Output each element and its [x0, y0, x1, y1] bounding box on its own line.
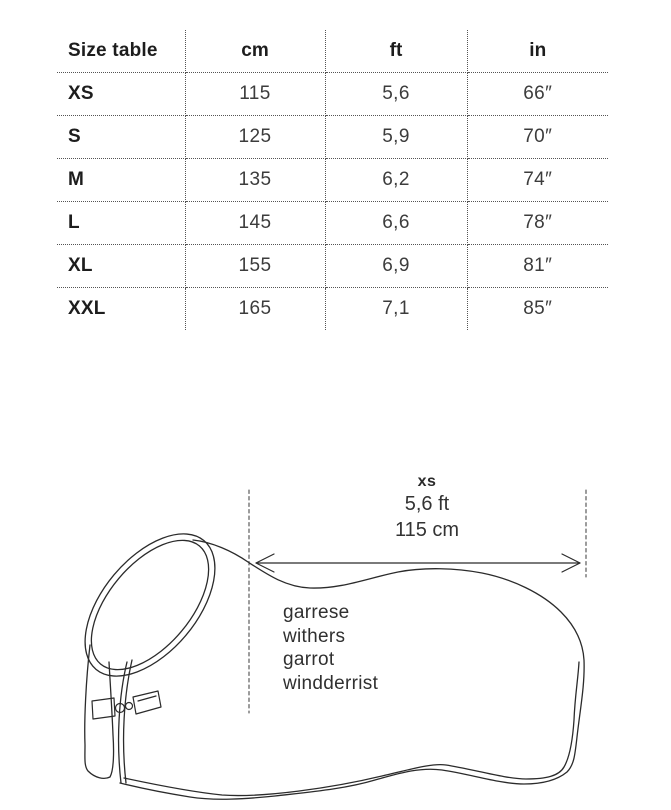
- cm-value: 115: [185, 72, 325, 115]
- size-label: XXL: [57, 287, 185, 330]
- in-value: 78″: [467, 201, 608, 244]
- table-row-l: [57, 201, 608, 244]
- header-in: in: [467, 30, 608, 72]
- ft-value: 7,1: [325, 287, 467, 330]
- table-row-m: [57, 158, 608, 201]
- withers-word-de: windderrist: [283, 672, 379, 694]
- size-label: S: [57, 115, 185, 158]
- withers-word-it: garrese: [283, 602, 350, 623]
- cm-value: 125: [185, 115, 325, 158]
- header-cm: cm: [185, 30, 325, 72]
- in-value: 70″: [467, 115, 608, 158]
- measurement-labels: [332, 472, 522, 543]
- cm-value: 165: [185, 287, 325, 330]
- size-label: M: [57, 158, 185, 201]
- withers-translations: [283, 601, 378, 695]
- in-value: 66″: [467, 72, 608, 115]
- size-table-header-row: [57, 30, 608, 72]
- in-value: 85″: [523, 297, 553, 319]
- table-row-s: [57, 115, 608, 158]
- cm-value: 135: [185, 158, 325, 201]
- in-value: 81″: [467, 244, 608, 287]
- cm-value: 145: [185, 201, 325, 244]
- measurement-size-label: xs: [417, 473, 437, 490]
- withers-word-en: withers: [283, 625, 346, 647]
- ft-value: 6,9: [325, 244, 467, 287]
- buckle-right-strap: [133, 691, 161, 714]
- size-label: L: [57, 201, 185, 244]
- withers-word-fr: garrot: [283, 649, 335, 670]
- ft-value: 5,6: [325, 72, 467, 115]
- ft-value: 5,9: [325, 115, 467, 158]
- table-row-xs: [57, 72, 608, 115]
- header-size-table: Size table: [57, 30, 185, 72]
- buckle-strap-inner-line: [138, 696, 156, 701]
- size-label: XL: [57, 244, 185, 287]
- front-flap: [85, 645, 114, 778]
- measurement-cm-label: 115 cm: [394, 519, 460, 541]
- ft-value: 6,6: [325, 201, 467, 244]
- size-label: XS: [57, 72, 185, 115]
- measurement-ft-label: 5,6 ft: [404, 493, 450, 515]
- ft-value: 6,2: [325, 158, 467, 201]
- buckle-ring-small: [126, 703, 133, 710]
- size-table: [57, 30, 608, 330]
- header-ft: ft: [325, 30, 467, 72]
- cm-value: 155: [185, 244, 325, 287]
- chest-edge-line-1: [119, 662, 127, 783]
- table-row-xl: [57, 244, 608, 287]
- table-row-xxl: [57, 287, 608, 330]
- in-value: 74″: [467, 158, 608, 201]
- chest-edge-line-2: [124, 660, 132, 783]
